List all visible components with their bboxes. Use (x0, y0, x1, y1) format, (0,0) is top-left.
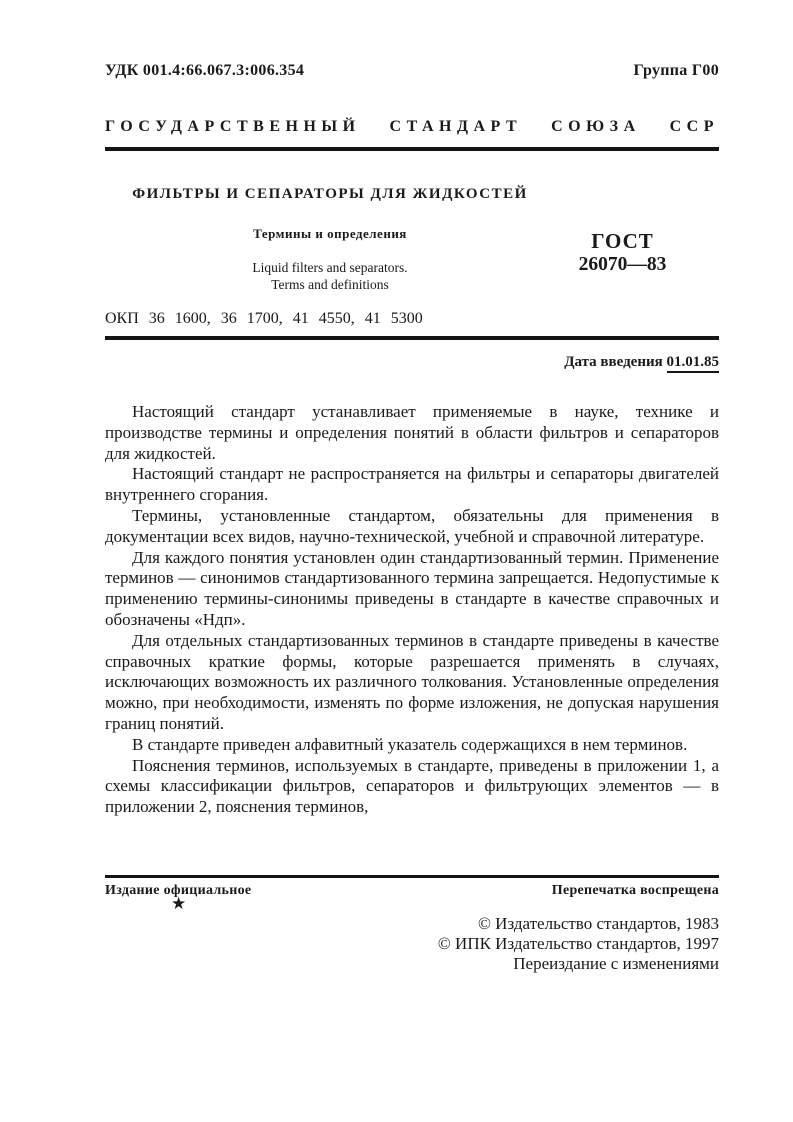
udk-code: УДК 001.4:66.067.3:006.354 (105, 62, 305, 79)
header-rule (105, 147, 719, 151)
star-icon: ★ (171, 894, 187, 914)
title-en-line2: Terms and definitions (271, 277, 389, 292)
body-text (105, 402, 719, 818)
footer-notice-row (105, 883, 719, 899)
paragraph: Настоящий стандарт устанавливает применяемые в науке, технике и производстве термины и определения понятий в области фильтров и сепараторов для жидкостей. (105, 402, 719, 463)
gost-label: ГОСТ (591, 229, 654, 253)
introduction-date-line (105, 354, 719, 371)
group-code: Группа Г00 (633, 62, 719, 79)
introduction-date-value: 01.01.85 (667, 354, 720, 373)
copyright-line: © ИПК Издательство стандартов, 1997 (437, 934, 719, 953)
official-edition-label: Издание официальное (105, 883, 252, 898)
okp-rule (105, 336, 719, 340)
copyright-line: © Издательство стандартов, 1983 (478, 914, 719, 933)
classification-line (105, 62, 719, 80)
paragraph: Для отдельных стандартизованных терминов в стандарте приведены в качестве справочных краткие формы, которые разрешается применять в случаях, исключающих возможность их различного толкования. Установленные определения можно, при необходимости, изменять по форме изложения, не допуская нарушения границ понятий. (105, 630, 719, 733)
document-title-ru: ФИЛЬТРЫ И СЕПАРАТОРЫ ДЛЯ ЖИДКОСТЕЙ (132, 186, 528, 202)
copyright-block (105, 914, 719, 974)
gost-designation (555, 229, 690, 277)
page-content (105, 0, 719, 1122)
paragraph: Для каждого понятия установлен один стандартизованный термин. Применение терминов — синонимов стандартизованного термина запрещается. Недопустимые к применению термины-синонимы приведены в стандарте в качестве справочных и обозначены «Ндп». (105, 547, 719, 629)
document-title-en (105, 259, 555, 293)
gost-number: 26070—83 (578, 254, 667, 275)
okp-codes: ОКП 36 1600, 36 1700, 41 4550, 41 5300 (105, 310, 423, 327)
footer-rule (105, 875, 719, 878)
state-standard-banner: ГОСУДАРСТВЕННЫЙ СТАНДАРТ СОЮЗА ССР (105, 118, 719, 135)
title-en-line1: Liquid filters and separators. (252, 260, 408, 275)
copyright-line: Переиздание с изменениями (513, 954, 719, 973)
paragraph: Термины, установленные стандартом, обязательны для применения в документации всех видов, научно-технической, учебной и справочной литературе. (105, 505, 719, 546)
reprint-notice-label: Перепечатка воспрещена (551, 883, 719, 898)
paragraph: В стандарте приведен алфавитный указатель содержащихся в нем терминов. (132, 734, 688, 754)
paragraph: Пояснения терминов, используемых в стандарте, приведены в приложении 1, а схемы классификации фильтров, сепараторов и фильтрующих элементов — в приложении 2, пояснения терминов, (105, 755, 719, 817)
title-block (105, 186, 555, 293)
introduction-date-label: Дата введения (564, 354, 667, 370)
document-subtitle-ru: Термины и определения (253, 226, 407, 241)
paragraph: Настоящий стандарт не распространяется на фильтры и сепараторы двигателей внутреннего сгорания. (105, 464, 719, 505)
